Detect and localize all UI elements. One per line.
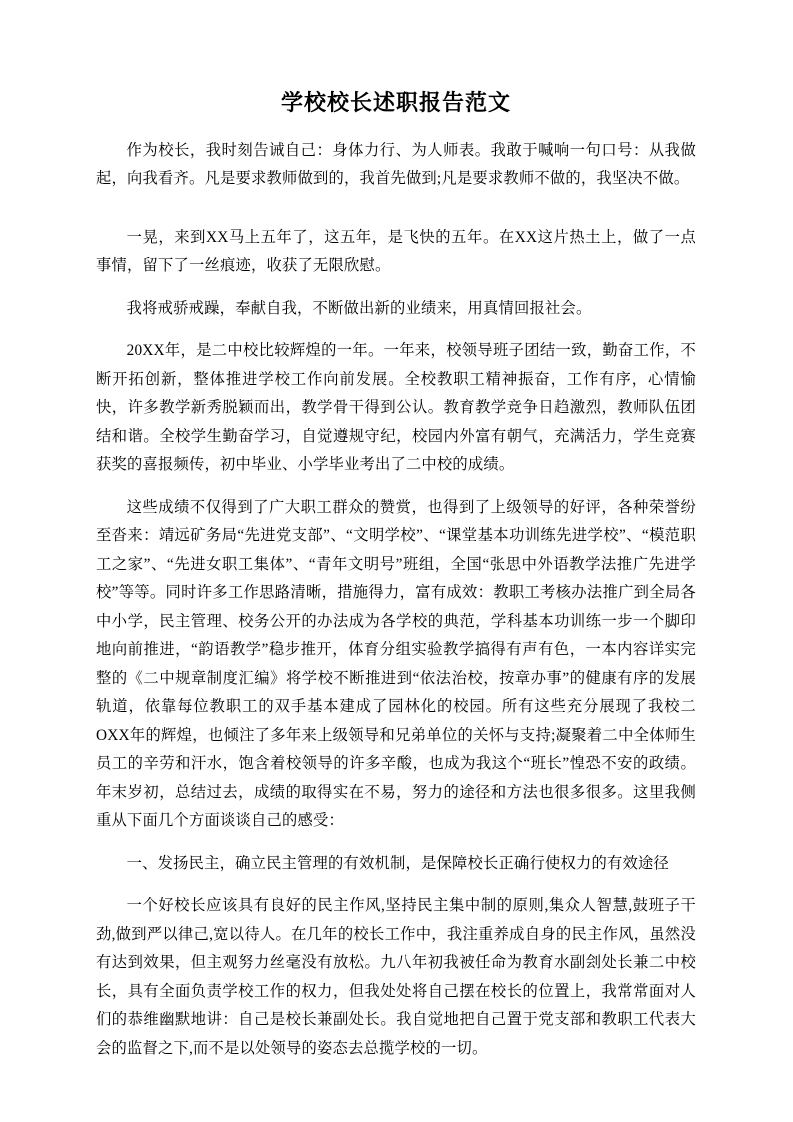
paragraph-4: 20XX年，是二中校比较辉煌的一年。一年来，校领导班子团结一致，勤奋工作，不断开拓创新，整体推进学校工作向前发展。全校教职工精神振奋，工作有序，心情愉快，许多教学新秀脱颖而出，教学骨干得到公认。教育教学竞争日趋激烈，教师队伍团结和谐。全校学生勤奋学习，自觉遵规守纪，校园内外富有朝气，充满活力，学生竞赛获奖的喜报频传，初中毕业、小学毕业考出了二中校的成绩。 xyxy=(96,342,696,474)
paragraph-5: 这些成绩不仅得到了广大职工群众的赞赏，也得到了上级领导的好评，各种荣誉纷至沓来：靖远矿务局“先进党支部”、“文明学校”、“课堂基本功训练先进学校”、“模范职工之家”、“先进女职工集体”、“青年文明号”班组，全国“张思中外语教学法推广先进学校”等等。同时许多工作思路清晰，措施得力，富有成效：教职工考核办法推广到全局各中小学，民主管理、校务公开的办法成为各学校的典范，学科基本功训练一步一个脚印地向前推进，“韵语教学”稳步推开，体育分组实验教学搞得有声有色，一本内容详实完整的《二中规章制度汇编》将学校不断推进到“依法治校，按章办事”的健康有序的发展轨道，依靠每位教职工的双手基本建成了园林化的校园。所有这些充分展现了我校二OXX年的辉煌，也倾注了多年来上级领导和兄弟单位的关怀与支持;凝聚着二中全体师生员工的辛劳和汗水，饱含着校领导的许多辛酸，也成为我这个“班长”惶恐不安的政绩。年末岁初，总结过去，成绩的取得实在不易，努力的途径和方法也很多很多。这里我侧重从下面几个方面谈谈自己的感受： xyxy=(96,498,696,830)
document-body xyxy=(96,88,696,1067)
paragraph-2: 一晃，来到XX马上五年了，这五年，是飞快的五年。在XX这片热土上，做了一点事情，留下了一丝痕迹，收获了无限欣慰。 xyxy=(96,228,696,275)
paragraph-3: 我将戒骄戒躁，奉献自我，不断做出新的业绩来，用真情回报社会。 xyxy=(126,299,592,317)
paragraph-1: 作为校长，我时刻告诫自己：身体力行、为人师表。我敢于喊响一句口号：从我做起，向我看齐。凡是要求教师做到的，我首先做到;凡是要求教师不做的，我坚决不做。 xyxy=(96,141,696,188)
paragraph-6-section-heading: 一、发扬民主，确立民主管理的有效机制，是保障校长正确行使权力的有效途径 xyxy=(126,854,669,872)
paragraph-7: 一个好校长应该具有良好的民主作风,坚持民主集中制的原则,集众人智慧,鼓班子干劲,做到严以律己,宽以待人。在几年的校长工作中，我注重养成自身的民主作风，虽然没有达到效果，但主观努力丝毫没有放松。九八年初我被任命为教育水副刽处长兼二中校长，具有全面负责学校工作的权力，但我处处将自己摆在校长的位置上，我常常面对人们的恭维幽默地讲：自己是校长兼副处长。我自觉地把自己置于党支部和教职工代表大会的监督之下,而不是以处领导的姿态去总揽学校的一切。 xyxy=(96,897,696,1057)
page-title: 学校校长述职报告范文 xyxy=(280,90,511,115)
